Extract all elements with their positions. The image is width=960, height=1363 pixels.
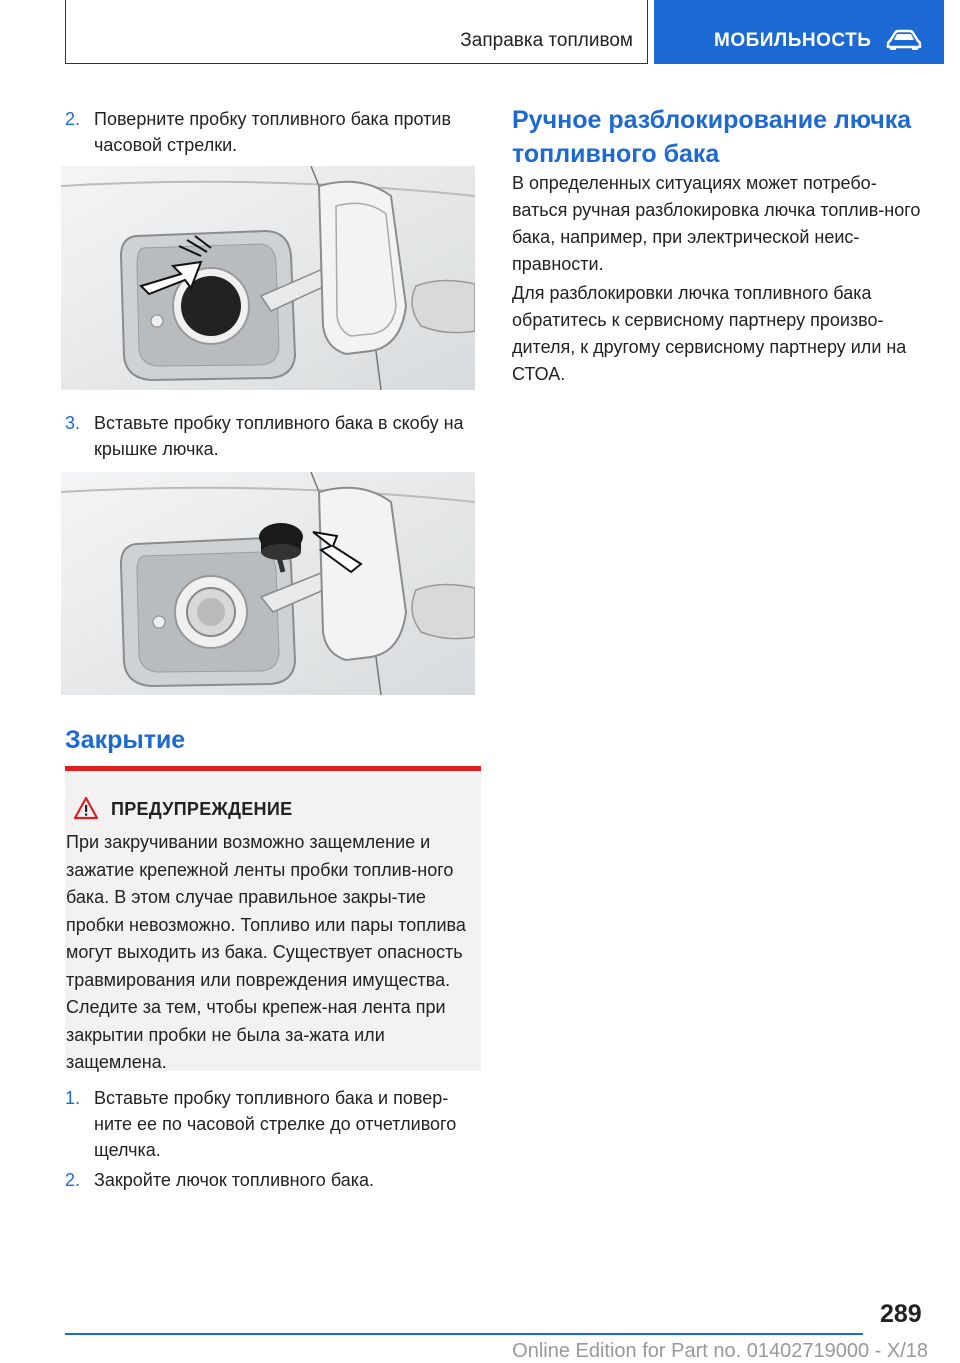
warning-box <box>65 766 481 1071</box>
header-chapter-tab[interactable] <box>654 0 944 64</box>
page-number: 289 <box>880 1300 922 1328</box>
car-icon <box>886 29 922 51</box>
list-item <box>65 410 485 464</box>
step-number: 3. <box>65 413 81 433</box>
step-number: 2. <box>65 109 81 129</box>
step-text: Закройте лючок топливного бака. <box>94 1170 375 1190</box>
manual-unlock-paragraph: Для разблокировки лючка топливного бака обратитесь к сервисному партнеру произво-дителя, к другому сервисному партнеру или на СТОА. <box>512 283 907 384</box>
manual-unlock-paragraph: В определенных ситуациях может потребо-ваться ручная разблокировка лючка топлив-ного бака, например, при электрической неис-правности. <box>512 173 921 274</box>
footer-divider <box>65 1333 863 1335</box>
warning-title: ПРЕДУПРЕЖДЕНИЕ <box>111 799 293 819</box>
step-text: Вставьте пробку топливного бака в скобу на крышке лючка. <box>94 413 464 459</box>
step-text: Вставьте пробку топливного бака и повер-ните ее по часовой стрелке до отчетливого щелчка. <box>94 1088 457 1160</box>
header-section-title: Заправка топливом <box>460 30 633 51</box>
step-number: 1. <box>65 1088 81 1108</box>
list-item <box>65 1167 485 1195</box>
warning-text: При закручивании возможно защемление и зажатие крепежной ленты пробки топлив-ного бака. В этом случае правильное закры-тие пробки невозможно. Топливо или пары топлива могут выходить из бака. Существует опасность травмирования или повреждения имущества. Следите за тем, чтобы крепеж-ная лента при закрытии пробки не была за-жата или защемлена. <box>66 832 466 1072</box>
fuel-cap-clip-illustration <box>61 472 475 695</box>
footer-edition: Online Edition for Part no. 01402719000 - X/18 <box>512 1340 928 1362</box>
manual-unlock-heading: Ручное разблокирование лючка топливного бака <box>512 106 912 168</box>
step-text: Поверните пробку топливного бака против часовой стрелки. <box>94 109 452 155</box>
warning-triangle-icon <box>73 796 99 820</box>
fuel-cap-removal-illustration <box>61 166 475 390</box>
header-section-box <box>65 0 648 64</box>
list-item <box>65 1085 485 1165</box>
list-item <box>65 106 485 160</box>
closing-heading: Закрытие <box>65 726 186 754</box>
header-chapter-title: МОБИЛЬНОСТЬ <box>714 30 872 51</box>
step-number: 2. <box>65 1170 81 1190</box>
